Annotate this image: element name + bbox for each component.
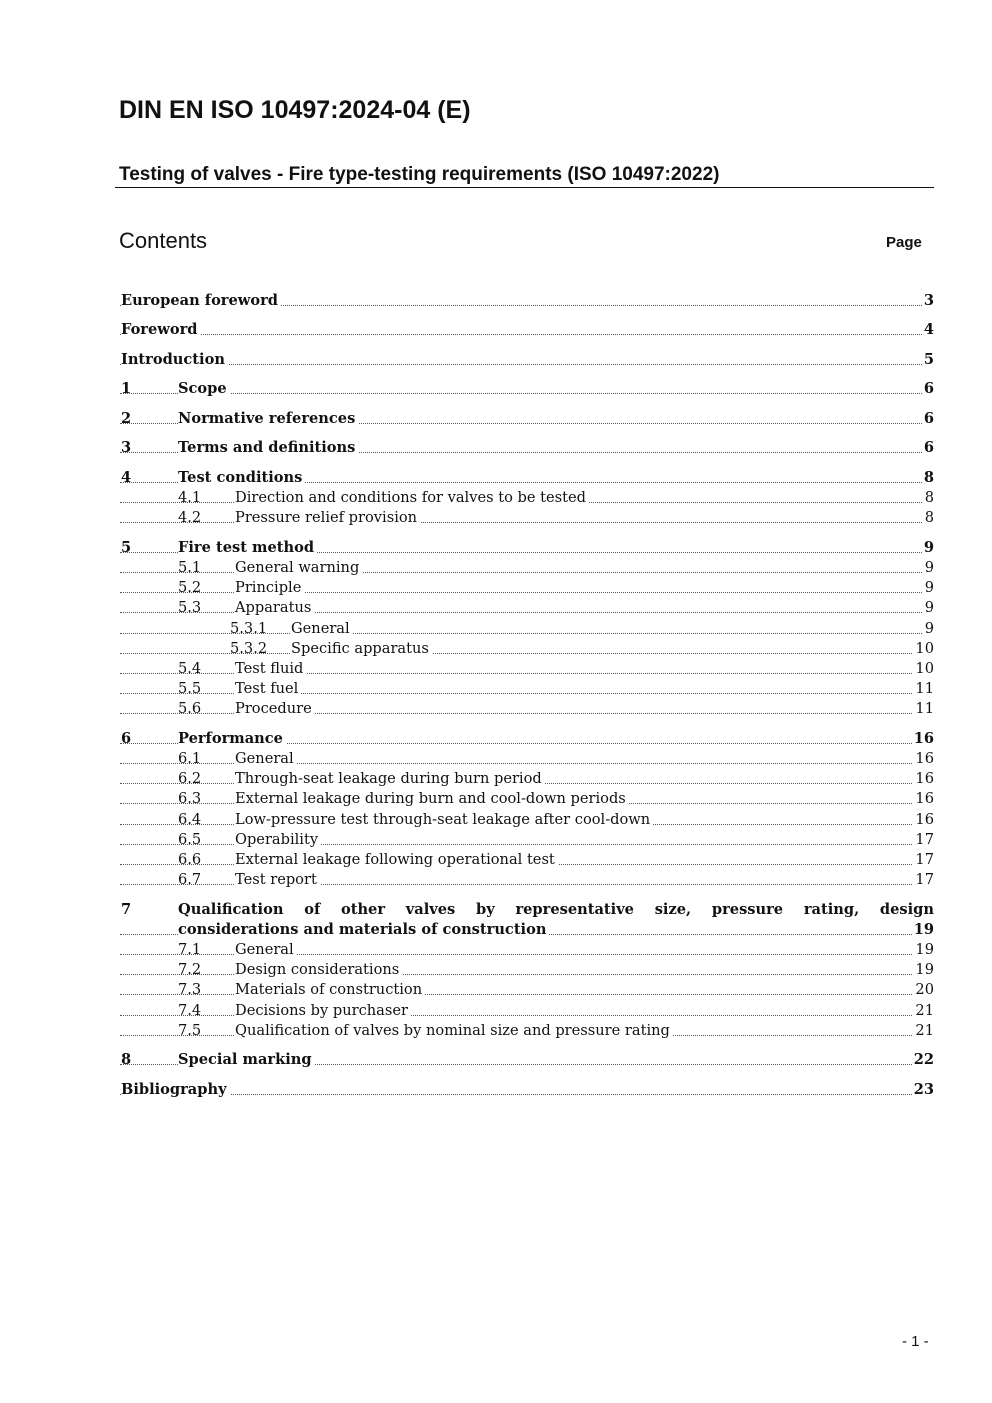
document-title: DIN EN ISO 10497:2024-04 (E) bbox=[119, 96, 471, 124]
toc-entry-number: 6.3 bbox=[178, 790, 202, 807]
dot-leader bbox=[120, 378, 934, 394]
toc-entry-title: General bbox=[235, 939, 297, 961]
toc-entry-bibliography[interactable] bbox=[0, 1079, 992, 1101]
toc-entry-title: Pressure relief provision bbox=[235, 507, 420, 529]
toc-entry-title: General bbox=[235, 748, 297, 770]
toc-entry-number: 6.6 bbox=[178, 851, 202, 868]
dot-leader bbox=[120, 1079, 934, 1095]
toc-entry-number: 6.5 bbox=[178, 831, 202, 848]
toc-entry-title: Decisions by purchaser bbox=[235, 1000, 411, 1022]
toc-entry-page: 5 bbox=[922, 349, 934, 371]
toc-entry-section-6-2[interactable] bbox=[0, 768, 992, 790]
toc-entry-number: 4.1 bbox=[178, 489, 202, 506]
toc-entry-number: 6.7 bbox=[178, 871, 202, 888]
toc-entry-foreword[interactable] bbox=[0, 319, 992, 341]
toc-entry-number: 7.1 bbox=[178, 941, 202, 958]
toc-entry-number: 6.4 bbox=[178, 811, 202, 828]
toc-entry-page: 9 bbox=[923, 557, 934, 579]
toc-entry-section-5-5[interactable] bbox=[0, 678, 992, 700]
toc-entry-title: Terms and definitions bbox=[178, 437, 358, 459]
dot-leader bbox=[120, 638, 934, 654]
toc-entry-number: 8 bbox=[121, 1051, 132, 1068]
toc-entry-page: 23 bbox=[912, 1079, 934, 1101]
toc-entry-title: Principle bbox=[235, 577, 304, 599]
toc-entry-page: 21 bbox=[913, 1020, 934, 1042]
toc-entry-title: Bibliography bbox=[121, 1079, 230, 1101]
toc-entry-number: 2 bbox=[121, 410, 132, 427]
toc-entry-section-7-line-1[interactable] bbox=[0, 899, 992, 921]
toc-entry-number: 5.6 bbox=[178, 700, 202, 717]
toc-entry-title: Direction and conditions for valves to be tested bbox=[235, 487, 589, 509]
toc-entry-number: 4 bbox=[121, 469, 132, 486]
toc-entry-number: 6 bbox=[121, 730, 132, 747]
toc-entry-page: 17 bbox=[913, 829, 934, 851]
toc-entry-section-7-2[interactable] bbox=[0, 959, 992, 981]
toc-entry-section-6-6[interactable] bbox=[0, 849, 992, 871]
toc-entry-section-5-3-1[interactable] bbox=[0, 618, 992, 640]
toc-entry-title: Introduction bbox=[121, 349, 228, 371]
toc-entry-title: Normative references bbox=[178, 408, 358, 430]
dot-leader bbox=[120, 618, 934, 634]
toc-entry-section-3[interactable] bbox=[0, 437, 992, 459]
toc-entry-number: 7.3 bbox=[178, 981, 202, 998]
toc-entry-section-6-4[interactable] bbox=[0, 809, 992, 831]
toc-entry-title: Design considerations bbox=[235, 959, 402, 981]
toc-entry-page: 9 bbox=[923, 597, 934, 619]
toc-entry-title: Apparatus bbox=[235, 597, 314, 619]
toc-entry-section-6-1[interactable] bbox=[0, 748, 992, 770]
toc-entry-number: 5.3 bbox=[178, 599, 202, 616]
toc-entry-title: Qualification of valves by nominal size and pressure rating bbox=[235, 1020, 673, 1042]
toc-entry-title: Special marking bbox=[178, 1049, 315, 1071]
toc-entry-number: 5 bbox=[121, 539, 132, 556]
toc-entry-title: External leakage during burn and cool-down periods bbox=[235, 788, 629, 810]
toc-entry-page: 19 bbox=[913, 939, 934, 961]
toc-entry-page: 16 bbox=[913, 768, 934, 790]
toc-entry-title: European foreword bbox=[121, 290, 281, 312]
toc-entry-section-5-2[interactable] bbox=[0, 577, 992, 599]
toc-entry-title: Performance bbox=[178, 728, 286, 750]
toc-entry-number: 7 bbox=[121, 901, 132, 918]
toc-entry-section-4-2[interactable] bbox=[0, 507, 992, 529]
toc-entry-page: 16 bbox=[913, 748, 934, 770]
toc-entry-number: 5.3.2 bbox=[230, 640, 268, 657]
toc-entry-section-4[interactable] bbox=[0, 467, 992, 489]
toc-entry-title: Procedure bbox=[235, 698, 315, 720]
toc-entry-title: General bbox=[291, 618, 353, 640]
toc-entry-number: 5.4 bbox=[178, 660, 202, 677]
toc-entry-introduction[interactable] bbox=[0, 349, 992, 371]
toc-entry-page: 3 bbox=[922, 290, 934, 312]
toc-entry-page: 11 bbox=[913, 698, 934, 720]
toc-entry-page: 9 bbox=[923, 618, 934, 640]
toc-entry-page: 9 bbox=[923, 577, 934, 599]
toc-entry-section-6-5[interactable] bbox=[0, 829, 992, 851]
toc-entry-number: 7.2 bbox=[178, 961, 202, 978]
dot-leader bbox=[120, 349, 934, 365]
toc-entry-page: 8 bbox=[923, 487, 934, 509]
toc-entry-title: Test fuel bbox=[235, 678, 301, 700]
toc-entry-page: 4 bbox=[922, 319, 934, 341]
document-subtitle: Testing of valves - Fire type-testing requirements (ISO 10497:2022) bbox=[119, 164, 720, 185]
toc-entry-title: Materials of construction bbox=[235, 979, 425, 1001]
toc-entry-page: 19 bbox=[912, 919, 934, 941]
toc-entry-section-2[interactable] bbox=[0, 408, 992, 430]
toc-entry-page: 17 bbox=[913, 869, 934, 891]
toc-entry-section-7-4[interactable] bbox=[0, 1000, 992, 1022]
toc-entry-page: 10 bbox=[913, 638, 934, 660]
contents-heading: Contents bbox=[119, 228, 208, 253]
toc-entry-section-7-3[interactable] bbox=[0, 979, 992, 1001]
toc-entry-title: Foreword bbox=[121, 319, 200, 341]
toc-entry-section-5-1[interactable] bbox=[0, 557, 992, 579]
toc-entry-page: 6 bbox=[922, 408, 934, 430]
toc-entry-section-4-1[interactable] bbox=[0, 487, 992, 509]
toc-entry-number: 4.2 bbox=[178, 509, 202, 526]
toc-entry-title-line-2: considerations and materials of construction bbox=[178, 919, 549, 941]
toc-entry-page: 16 bbox=[913, 809, 934, 831]
toc-entry-section-6-3[interactable] bbox=[0, 788, 992, 810]
toc-entry-section-5[interactable] bbox=[0, 537, 992, 559]
toc-entry-page: 9 bbox=[922, 537, 934, 559]
toc-entry-page: 11 bbox=[913, 678, 934, 700]
toc-entry-number: 5.2 bbox=[178, 579, 202, 596]
toc-entry-title: External leakage following operational test bbox=[235, 849, 558, 871]
toc-entry-section-5-4[interactable] bbox=[0, 658, 992, 680]
toc-entry-number: 7.4 bbox=[178, 1002, 202, 1019]
toc-entry-title: Test report bbox=[235, 869, 320, 891]
toc-entry-section-8[interactable] bbox=[0, 1049, 992, 1071]
toc-entry-section-7-line-2[interactable] bbox=[0, 919, 992, 941]
toc-entry-page: 17 bbox=[913, 849, 934, 871]
toc-entry-section-5-3-2[interactable] bbox=[0, 638, 992, 660]
toc-entry-european-foreword[interactable] bbox=[0, 290, 992, 312]
footer-page-number: - 1 - bbox=[902, 1333, 929, 1350]
toc-entry-section-6-7[interactable] bbox=[0, 869, 992, 891]
toc-entry-page: 6 bbox=[922, 378, 934, 400]
toc-entry-title: Scope bbox=[178, 378, 230, 400]
toc-entry-number: 1 bbox=[121, 380, 132, 397]
toc-entry-number: 7.5 bbox=[178, 1022, 202, 1039]
toc-entry-number: 5.1 bbox=[178, 559, 202, 576]
toc-entry-title: Test conditions bbox=[178, 467, 305, 489]
toc-entry-section-7-1[interactable] bbox=[0, 939, 992, 961]
toc-entry-title: Through-seat leakage during burn period bbox=[235, 768, 545, 790]
toc-entry-page: 16 bbox=[913, 788, 934, 810]
toc-entry-page: 6 bbox=[922, 437, 934, 459]
toc-entry-page: 16 bbox=[912, 728, 934, 750]
toc-entry-page: 10 bbox=[913, 658, 934, 680]
toc-entry-title-line-1: Qualification of other valves by representative size, pressure rating, design bbox=[178, 901, 934, 918]
toc-entry-section-7-5[interactable] bbox=[0, 1020, 992, 1042]
toc-entry-page: 20 bbox=[913, 979, 934, 1001]
toc-entry-title: General warning bbox=[235, 557, 362, 579]
toc-entry-number: 5.5 bbox=[178, 680, 202, 697]
dot-leader bbox=[120, 319, 934, 335]
toc-entry-number: 5.3.1 bbox=[230, 620, 268, 637]
toc-entry-number: 6.2 bbox=[178, 770, 202, 787]
toc-entry-page: 19 bbox=[913, 959, 934, 981]
toc-entry-section-1[interactable] bbox=[0, 378, 992, 400]
toc-entry-title: Low-pressure test through-seat leakage after cool-down bbox=[235, 809, 653, 831]
toc-entry-section-5-3[interactable] bbox=[0, 597, 992, 619]
toc-entry-page: 8 bbox=[922, 467, 934, 489]
toc-entry-number: 6.1 bbox=[178, 750, 202, 767]
toc-entry-title: Specific apparatus bbox=[291, 638, 432, 660]
toc-entry-title: Operability bbox=[235, 829, 321, 851]
page-column-heading: Page bbox=[886, 234, 922, 251]
toc-entry-section-6[interactable] bbox=[0, 728, 992, 750]
toc-entry-page: 8 bbox=[923, 507, 934, 529]
toc-entry-section-5-6[interactable] bbox=[0, 698, 992, 720]
toc-entry-page: 22 bbox=[912, 1049, 934, 1071]
toc-entry-number: 3 bbox=[121, 439, 132, 456]
toc-entry-title: Test fluid bbox=[235, 658, 306, 680]
toc-entry-page: 21 bbox=[913, 1000, 934, 1022]
toc-entry-title: Fire test method bbox=[178, 537, 317, 559]
